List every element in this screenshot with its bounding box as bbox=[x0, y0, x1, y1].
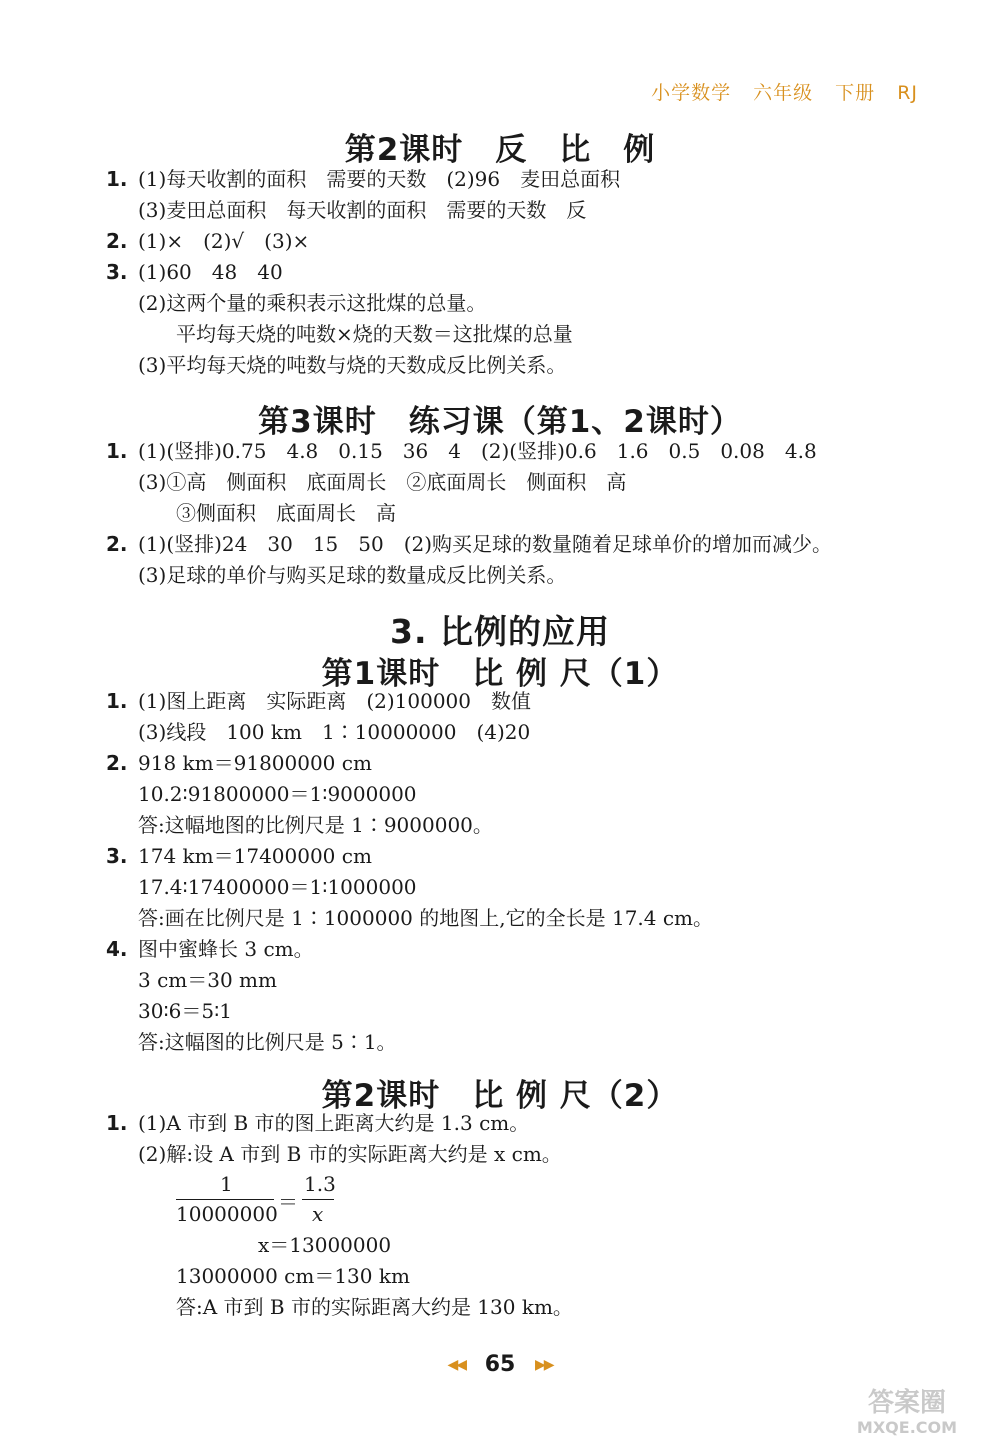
left-arrows-icon: ◀◀ bbox=[447, 1357, 466, 1373]
question-number: 4. bbox=[106, 937, 128, 961]
section-title-practice: 第3课时 练习课（第1、2课时） bbox=[258, 404, 742, 440]
answer-line: (2)这两个量的乘积表示这批煤的总量。 bbox=[138, 291, 487, 315]
equals-sign: ＝ bbox=[278, 1190, 298, 1214]
fraction-numerator: 1 bbox=[220, 1172, 233, 1196]
answer-line: 图中蜜蜂长 3 cm。 bbox=[138, 937, 314, 961]
page-number: 65 bbox=[484, 1352, 516, 1377]
answer-line: 答:A 市到 B 市的实际距离大约是 130 km。 bbox=[176, 1295, 573, 1319]
question-number: 1. bbox=[106, 1111, 128, 1135]
answer-line: 3 cm＝30 mm bbox=[138, 968, 277, 992]
section-title-scale-1: 第1课时 比 例 尺（1） bbox=[321, 656, 679, 692]
header-subject: 小学数学 bbox=[651, 82, 732, 104]
answer-line: 174 km＝17400000 cm bbox=[138, 844, 372, 868]
question-number: 2. bbox=[106, 751, 128, 775]
answer-line: x＝13000000 bbox=[258, 1233, 392, 1257]
page-header bbox=[629, 78, 918, 105]
answer-line: 答:这幅图的比例尺是 5∶1。 bbox=[138, 1030, 397, 1054]
question-number: 1. bbox=[106, 167, 128, 191]
answer-line: (3)麦田总面积 每天收割的面积 需要的天数 反 bbox=[138, 198, 587, 222]
section-title-inverse-proportion: 第2课时 反 比 例 bbox=[344, 132, 656, 168]
question-number: 1. bbox=[106, 439, 128, 463]
fraction-bar bbox=[302, 1199, 334, 1200]
question-number: 3. bbox=[106, 844, 128, 868]
unit-title: 3. 比例的应用 bbox=[390, 612, 610, 651]
answer-line: 918 km＝91800000 cm bbox=[138, 751, 372, 775]
answer-line: (3)线段 100 km 1∶10000000 (4)20 bbox=[138, 720, 531, 744]
answer-line: 17.4∶17400000＝1∶1000000 bbox=[138, 875, 417, 899]
answer-line: 平均每天烧的吨数×烧的天数＝这批煤的总量 bbox=[176, 322, 573, 346]
question-number: 2. bbox=[106, 229, 128, 253]
section-title-scale-2: 第2课时 比 例 尺（2） bbox=[321, 1078, 679, 1114]
fraction-denominator: 10000000 bbox=[176, 1202, 278, 1226]
answer-line: ③侧面积 底面周长 高 bbox=[176, 501, 396, 525]
answer-line: 答:这幅地图的比例尺是 1∶9000000。 bbox=[138, 813, 493, 837]
answer-line: 答:画在比例尺是 1∶1000000 的地图上,它的全长是 17.4 cm。 bbox=[138, 906, 714, 930]
answer-line: (1)(竖排)24 30 15 50 (2)购买足球的数量随着足球单价的增加而减少。 bbox=[138, 532, 833, 556]
answer-line: (3)足球的单价与购买足球的数量成反比例关系。 bbox=[138, 563, 567, 587]
answer-line: (1)× (2)√ (3)× bbox=[138, 229, 310, 253]
watermark-url: MXQE.COM bbox=[856, 1418, 958, 1437]
answer-line: 30∶6＝5∶1 bbox=[138, 999, 233, 1023]
question-number: 3. bbox=[106, 260, 128, 284]
header-grade: 六年级 bbox=[753, 82, 814, 104]
watermark-text: 答案圈 bbox=[867, 1388, 946, 1418]
answer-line: (1)A 市到 B 市的图上距离大约是 1.3 cm。 bbox=[138, 1111, 530, 1135]
answer-line: (1)每天收割的面积 需要的天数 (2)96 麦田总面积 bbox=[138, 167, 621, 191]
answer-line: 13000000 cm＝130 km bbox=[176, 1264, 410, 1288]
header-edition: RJ bbox=[897, 82, 918, 104]
page-footer bbox=[0, 1352, 1000, 1377]
answer-line: 10.2∶91800000＝1∶9000000 bbox=[138, 782, 417, 806]
answer-line: (1)(竖排)0.75 4.8 0.15 36 4 (2)(竖排)0.6 1.6 0.5 0.08 4.8 bbox=[138, 439, 817, 463]
question-number: 1. bbox=[106, 689, 128, 713]
answer-line: (1)60 48 40 bbox=[138, 260, 283, 284]
answer-line: (2)解:设 A 市到 B 市的实际距离大约是 x cm。 bbox=[138, 1142, 562, 1166]
fraction-denominator: x bbox=[312, 1202, 324, 1226]
answer-line: (1)图上距离 实际距离 (2)100000 数值 bbox=[138, 689, 532, 713]
answer-line: (3)平均每天烧的吨数与烧的天数成反比例关系。 bbox=[138, 353, 567, 377]
fraction-bar bbox=[176, 1199, 274, 1200]
right-arrows-icon: ▶▶ bbox=[534, 1357, 553, 1373]
header-volume: 下册 bbox=[835, 82, 876, 104]
answer-line: (3)①高 侧面积 底面周长 ②底面周长 侧面积 高 bbox=[138, 470, 627, 494]
fraction-numerator: 1.3 bbox=[304, 1172, 336, 1196]
watermark-logo bbox=[832, 1388, 982, 1442]
question-number: 2. bbox=[106, 532, 128, 556]
